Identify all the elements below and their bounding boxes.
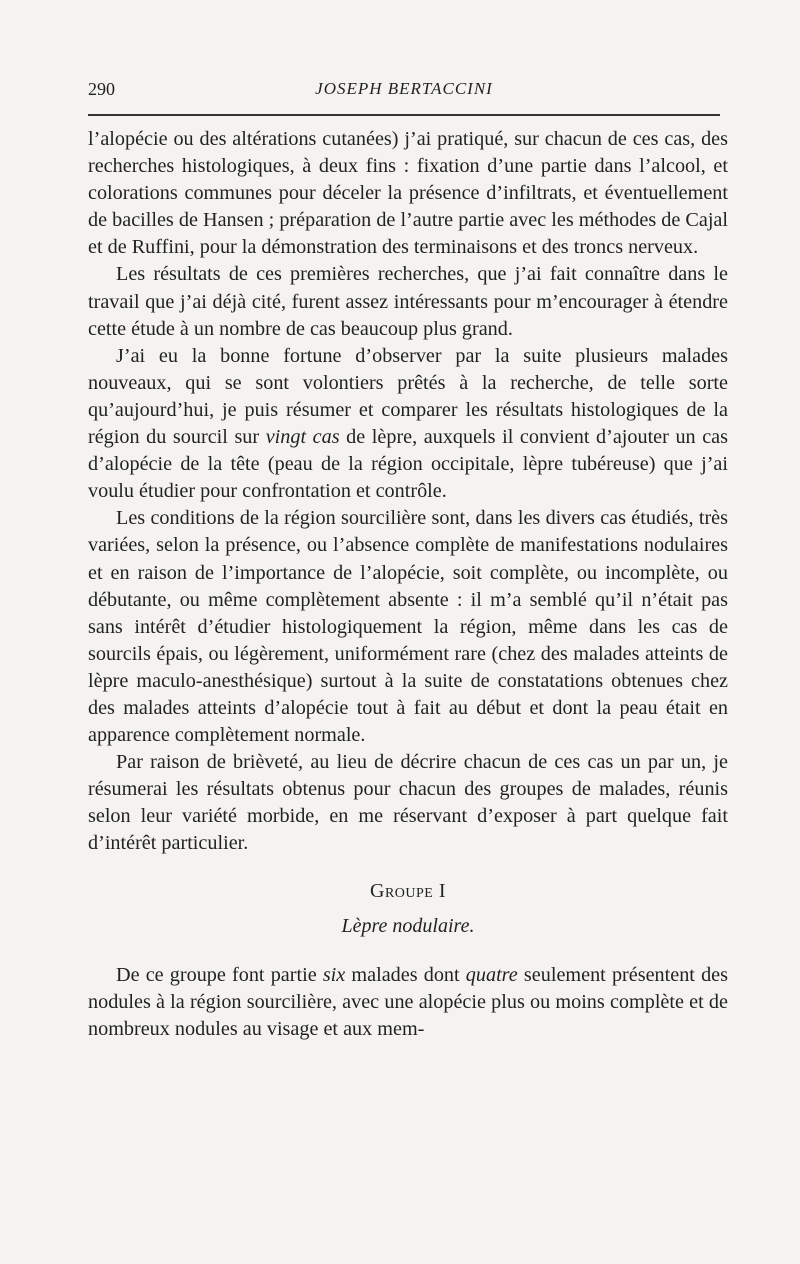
paragraph-6-emphasis-2: quatre [465, 963, 518, 986]
paragraph-6-part2: malades dont [345, 963, 466, 986]
paragraph-5: Par raison de brièveté, au lieu de décrire chacun de ces cas un par un, je résumerai les résultats obtenus pour chacun des groupes de malades, réunis selon leur variété morbide, en me réservant d’exposer à part quelque fait d’intérêt particulier. [88, 751, 728, 855]
page-number: 290 [88, 79, 115, 99]
paragraph-6 [88, 962, 728, 1043]
paragraph-3-emphasis: vingt cas [265, 426, 340, 449]
body-text [88, 126, 728, 1043]
paragraph-6-part3: seulement présentent des nodules à la région sourcilière, avec une alopécie plus ou moins complète et de nombreux nodules au visage et aux mem- [88, 963, 728, 1040]
page-header [88, 79, 720, 109]
paragraph-4: Les conditions de la région sourcilière sont, dans les divers cas étudiés, très variées, selon la présence, ou l’absence complète de manifestations nodulaires et en raison de l’importance de l’alopécie, soit complète, ou incomplète, ou débutante, ou même complètement absente : il m’a semblé qu’il n’était pas sans intérêt d’étudier histologiquement la région, même dans les cas de sourcils épais, ou légèrement, uniformément rare (chez des malades atteints de lèpre maculo-anesthésique) surtout à la suite de constatations obtenues chez des malades atteints d’alopécie tout à fait au début et dont la peau était en apparence complètement normale. [88, 507, 728, 747]
paragraph-3-before: J’ai eu la bonne fortune d’observer par la suite plusieurs malades nouveaux, qui se sont volontiers prêtés à la recherche, de telle sorte qu’aujourd’hui, je puis résumer et comparer les résultats histologiques de la région du sourcil sur [88, 344, 728, 449]
running-title: JOSEPH BERTACCINI [315, 79, 493, 98]
paragraph-6-part1: De ce groupe font partie [116, 963, 323, 986]
paragraph-3 [88, 343, 728, 506]
header-rule [88, 114, 720, 116]
group-subtitle: Lèpre nodulaire. [341, 914, 475, 937]
paragraph-6-emphasis-1: six [322, 963, 346, 986]
paragraph-3-after: de lèpre, auxquels il convient d’ajouter un cas d’alopécie de la tête (peau de la région occipitale, lèpre tubéreuse) que j’ai voulu étudier pour confrontation et contrôle. [88, 426, 728, 503]
group-heading: Groupe I [370, 879, 446, 902]
paragraph-1: l’alopécie ou des altérations cutanées) j’ai pratiqué, sur chacun de ces cas, des recherches histologiques, à deux fins : fixation d’une partie dans l’alcool, et colorations communes pour déceler la présence d’infiltrats, et éventuellement de bacilles de Hansen ; préparation de l’autre partie avec les méthodes de Cajal et de Ruffini, pour la démonstration des terminaisons et des troncs nerveux. [88, 128, 728, 259]
paragraph-2: Les résultats de ces premières recherches, que j’ai fait connaître dans le travail que j’ai déjà cité, furent assez intéressants pour m’encourager à étendre cette étude à un nombre de cas beaucoup plus grand. [88, 263, 728, 340]
